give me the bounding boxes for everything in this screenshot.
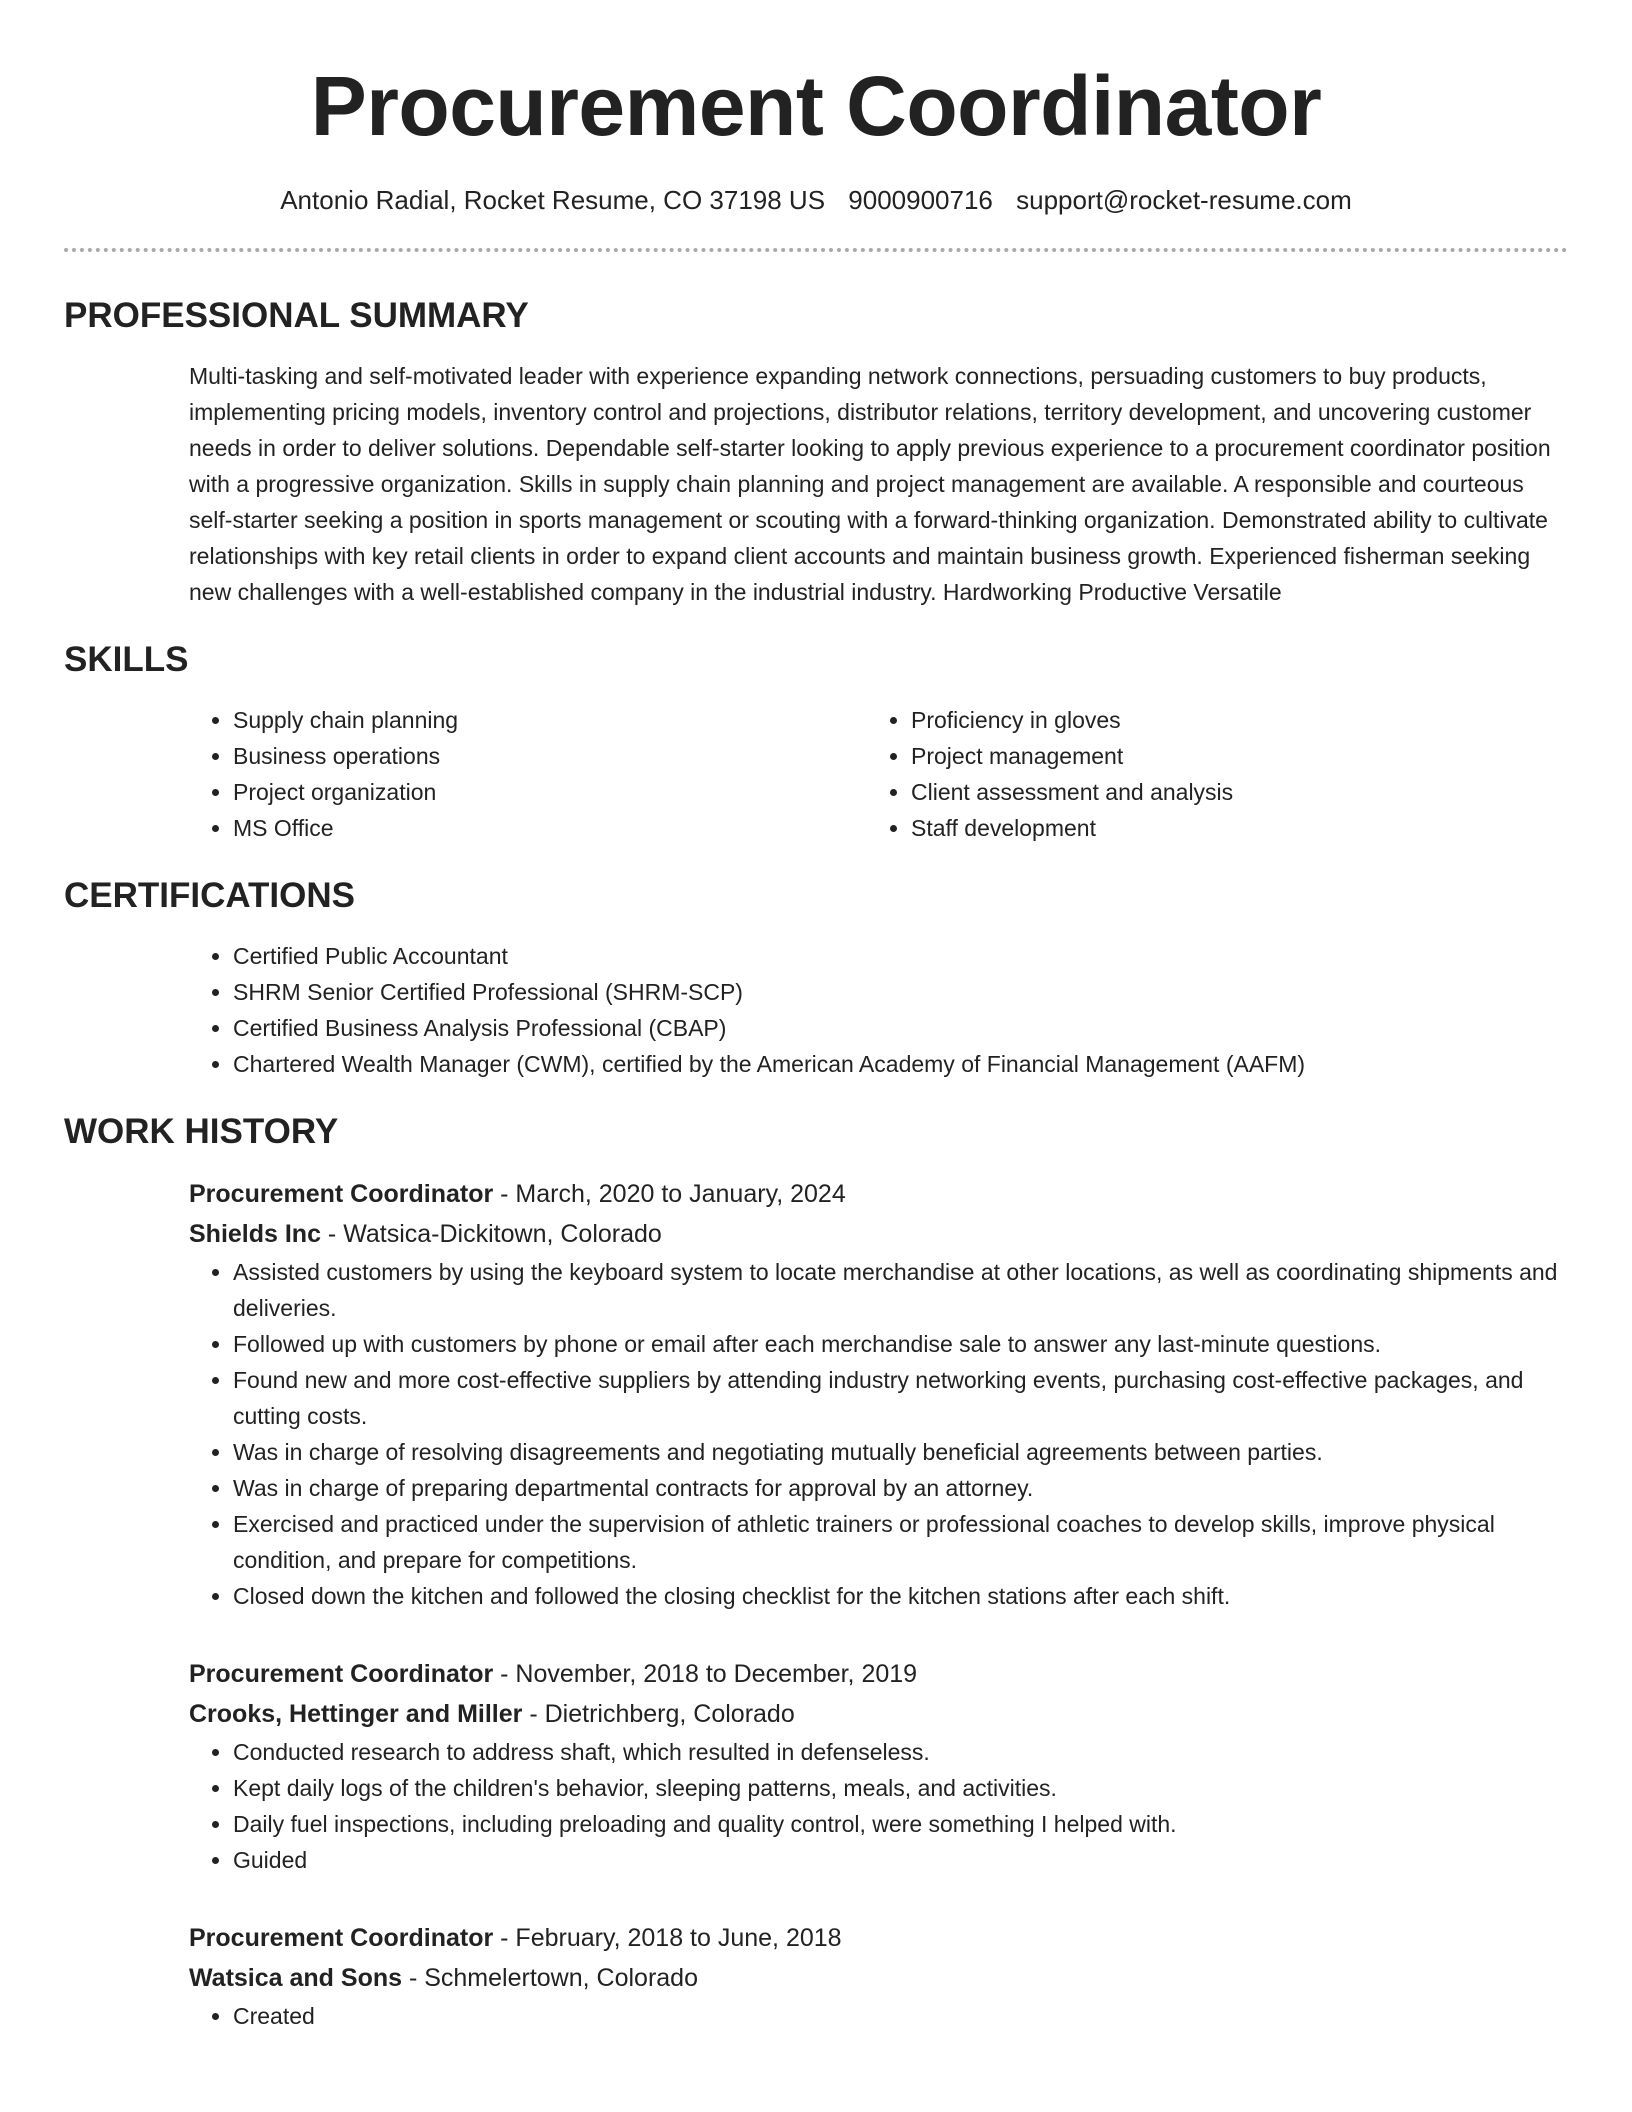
skill-item: • Client assessment and analysis (911, 774, 1568, 810)
skill-item: • MS Office (233, 810, 867, 846)
summary-heading: PROFESSIONAL SUMMARY (64, 296, 529, 335)
job-bullet: • Created (233, 1998, 1568, 2034)
certification-item: • SHRM Senior Certified Professional (SHRM-SCP) (233, 974, 1568, 1010)
job-entry (189, 1174, 1568, 1614)
skill-item: • Project organization (233, 774, 867, 810)
job-role: Procurement Coordinator (189, 1660, 494, 1688)
skill-item: • Staff development (911, 810, 1568, 846)
job-location: - Schmelertown, Colorado (402, 1964, 698, 1992)
job-role-line (189, 1654, 1568, 1694)
job-bullet: • Exercised and practiced under the supervision of athletic trainers or professional coaches to develop skills, improve physical condition, and prepare for competitions. (233, 1506, 1568, 1578)
summary-text: Multi-tasking and self-motivated leader with experience expanding network connections, persuading customers to buy products, implementing pricing models, inventory control and projections, distributor relations, territory development, and uncovering customer needs in order to deliver solutions. Dependable self-starter looking to apply previous experience to a procurement coordinator position with a progressive organization. Skills in supply chain planning and project management are available. A responsible and courteous self-starter seeking a position in sports management or scouting with a forward-thinking organization. Demonstrated ability to cultivate relationships with key retail clients in order to expand client accounts and maintain business growth. Experienced fisherman seeking new challenges with a well-established company in the industrial industry. Hardworking Productive Versatile (189, 363, 1551, 605)
certification-item: • Certified Business Analysis Professional (CBAP) (233, 1010, 1568, 1046)
contact-address: Antonio Radial, Rocket Resume, CO 37198 US (280, 185, 826, 215)
job-company-line (189, 1214, 1568, 1254)
job-role-line (189, 1918, 1568, 1958)
certifications-list (189, 938, 1568, 1082)
job-dates: - November, 2018 to December, 2019 (493, 1660, 918, 1688)
job-bullets (189, 1998, 1568, 2034)
job-bullet: • Daily fuel inspections, including preloading and quality control, were something I helped with. (233, 1806, 1568, 1842)
job-bullet: • Closed down the kitchen and followed the closing checklist for the kitchen stations after each shift. (233, 1578, 1568, 1614)
job-bullet: • Kept daily logs of the children's behavior, sleeping patterns, meals, and activities. (233, 1770, 1568, 1806)
skills-list-right (867, 702, 1568, 846)
skill-item: • Business operations (233, 738, 867, 774)
contact-phone[interactable]: 9000900716 (848, 185, 993, 215)
job-bullet: • Was in charge of resolving disagreements and negotiating mutually beneficial agreements between parties. (233, 1434, 1568, 1470)
job-role: Procurement Coordinator (189, 1924, 494, 1952)
job-company: Crooks, Hettinger and Miller (189, 1700, 523, 1728)
job-bullet: • Conducted research to address shaft, which resulted in defenseless. (233, 1734, 1568, 1770)
job-role-line (189, 1174, 1568, 1214)
job-company: Shields Inc (189, 1220, 321, 1248)
job-entry (189, 1654, 1568, 1878)
skill-item: • Proficiency in gloves (911, 702, 1568, 738)
job-bullet: • Guided (233, 1842, 1568, 1878)
job-company: Watsica and Sons (189, 1964, 403, 1992)
certifications-heading: CERTIFICATIONS (64, 876, 356, 915)
skills-list-left (189, 702, 867, 846)
job-dates: - February, 2018 to June, 2018 (493, 1924, 842, 1952)
skill-item: • Supply chain planning (233, 702, 867, 738)
contact-line (64, 184, 1568, 216)
job-location: - Dietrichberg, Colorado (522, 1700, 795, 1728)
job-bullet: • Followed up with customers by phone or email after each merchandise sale to answer any last-minute questions. (233, 1326, 1568, 1362)
skill-item: • Project management (911, 738, 1568, 774)
job-bullets (189, 1734, 1568, 1878)
job-entry (189, 1918, 1568, 2034)
job-bullet: • Was in charge of preparing departmental contracts for approval by an attorney. (233, 1470, 1568, 1506)
certification-item: • Certified Public Accountant (233, 938, 1568, 974)
skills-grid (189, 702, 1568, 846)
job-bullet: • Assisted customers by using the keyboard system to locate merchandise at other locations, as well as coordinating shipments and deliveries. (233, 1254, 1568, 1326)
job-bullets (189, 1254, 1568, 1614)
skills-heading: SKILLS (64, 640, 189, 679)
job-company-line (189, 1958, 1568, 1998)
resume-name: Procurement Coordinator (310, 59, 1322, 153)
certifications-block (189, 938, 1568, 1082)
certification-item: • Chartered Wealth Manager (CWM), certified by the American Academy of Financial Management (AAFM) (233, 1046, 1568, 1082)
job-bullet: • Found new and more cost-effective suppliers by attending industry networking events, purchasing cost-effective packages, and cutting costs. (233, 1362, 1568, 1434)
job-location: - Watsica-Dickitown, Colorado (320, 1220, 662, 1248)
contact-email[interactable]: support@rocket-resume.com (1016, 185, 1352, 215)
job-role: Procurement Coordinator (189, 1180, 494, 1208)
work-history-heading: WORK HISTORY (64, 1112, 339, 1151)
job-dates: - March, 2020 to January, 2024 (493, 1180, 846, 1208)
job-company-line (189, 1694, 1568, 1734)
header-divider (64, 248, 1568, 252)
